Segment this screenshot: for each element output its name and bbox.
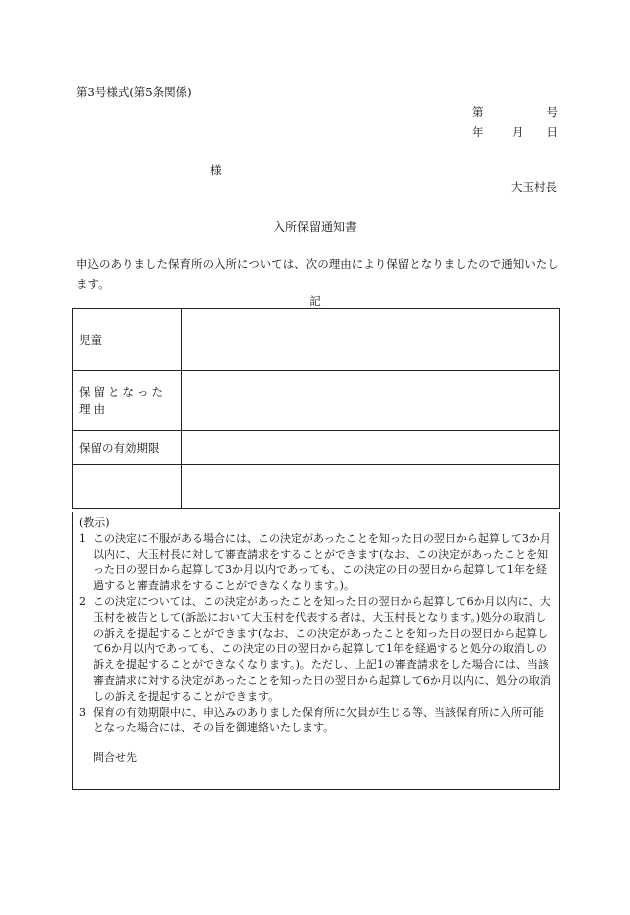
date-day: 日 xyxy=(546,125,558,139)
sender: 大玉村長 xyxy=(511,180,557,194)
table-row xyxy=(73,371,560,431)
table-label: 保留となった理由 xyxy=(73,371,182,431)
notice-item-text: この決定については、この決定があったことを知った日の翌日から起算して6か月以内に、大玉村を被告として(訴訟において大玉村を代表する者は、大玉村長となります。)処分の取消しの訴えを提起することができます(なお、この決定があったことを知った日の翌日から起算して6か月以内であっても、この決定の日の翌日から起算して1年を経過すると処分の取消しの訴えを提起することができなくなります。)。ただし、上記1の審査請求をした場合には、当該審査請求に対する決定があったことを知った日の翌日から起算して6か月以内に、処分の取消しの訴えを提起することができます。 xyxy=(93,594,551,703)
table-row xyxy=(73,309,560,371)
notice-item-text: この決定に不服がある場合には、この決定があったことを知った日の翌日から起算して3か月以内に、大玉村長に対して審査請求をすることができます(なお、この決定があったことを知った日の翌日から起算して3か月以内であっても、この決定の日の翌日から起算して1年を経過すると審査請求をすることができなくなります。)。 xyxy=(93,531,551,593)
notice-heading: (教示) xyxy=(79,516,110,529)
contact-label: 問合せ先 xyxy=(93,751,137,765)
ki-heading: 記 xyxy=(309,294,321,308)
table-value xyxy=(182,431,560,465)
date-year: 年 xyxy=(472,125,484,139)
notice-item xyxy=(79,705,553,737)
notice-box xyxy=(72,512,560,790)
notice-item-number: 3 xyxy=(79,705,86,719)
document-title: 入所保留通知書 xyxy=(272,220,357,234)
notice-item-text: 保育の有効期限中に、申込みのありました保育所に欠員が生じる等、当該保育所に入所可能となった場合には、その旨を御連絡いたします。 xyxy=(93,705,544,735)
notice-item xyxy=(79,594,553,705)
number-suffix: 号 xyxy=(546,105,558,119)
table-row xyxy=(73,431,560,465)
table-label: 児童 xyxy=(73,309,182,371)
body-text: 申込のありました保育所の入所については、次の理由により保留となりましたので通知いたします。 xyxy=(76,257,559,291)
addressee: 様 xyxy=(210,163,222,177)
info-table xyxy=(72,308,560,509)
table-label xyxy=(73,465,182,509)
date-month: 月 xyxy=(512,125,524,139)
notice-item-number: 2 xyxy=(79,594,86,608)
table-value xyxy=(182,371,560,431)
table-value xyxy=(182,309,560,371)
table-label: 保留の有効期限 xyxy=(73,431,182,465)
form-number: 第3号様式(第5条関係) xyxy=(76,85,192,99)
notice-item xyxy=(79,531,553,594)
number-prefix: 第 xyxy=(472,105,484,119)
table-row xyxy=(73,465,560,509)
notice-item-number: 1 xyxy=(79,531,86,545)
table-value xyxy=(182,465,560,509)
